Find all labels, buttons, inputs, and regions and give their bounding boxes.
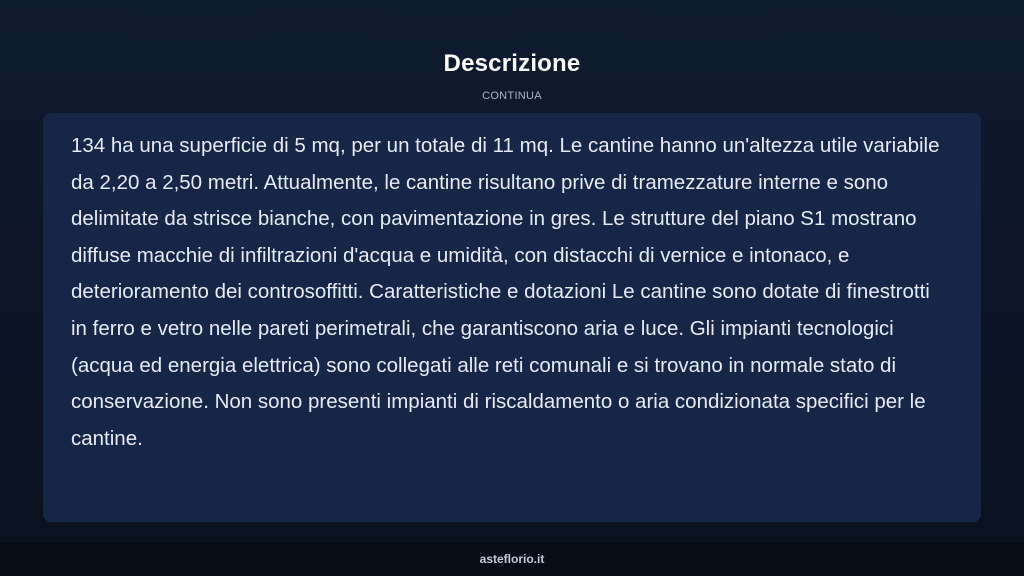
footer bbox=[0, 543, 1024, 576]
page-subtitle: CONTINUA bbox=[482, 90, 542, 102]
footer-site-label: asteflorio.it bbox=[479, 552, 545, 566]
description-card bbox=[43, 113, 981, 522]
description-text: 134 ha una superficie di 5 mq, per un totale di 11 mq. Le cantine hanno un'altezza utile variabile da 2,20 a 2,50 metri. Attualmente, le cantine risultano prive di tramezzature interne e sono delimitate da strisce bianche, con pavimentazione in gres. Le strutture del piano S1 mostrano diffuse macchie di infiltrazioni d'acqua e umidità, con distacchi di vernice e intonaco, e deterioramento dei controsoffitti. Caratteristiche e dotazioni Le cantine sono dotate di finestrotti in ferro e vetro nelle pareti perimetrali, che garantiscono aria e luce. Gli impianti tecnologici (acqua ed energia elettrica) sono collegati alle reti comunali e si trovano in normale stato di conservazione. Non sono presenti impianti di riscaldamento o aria condizionata specifici per le cantine. bbox=[71, 134, 940, 450]
page-title: Descrizione bbox=[443, 50, 581, 77]
